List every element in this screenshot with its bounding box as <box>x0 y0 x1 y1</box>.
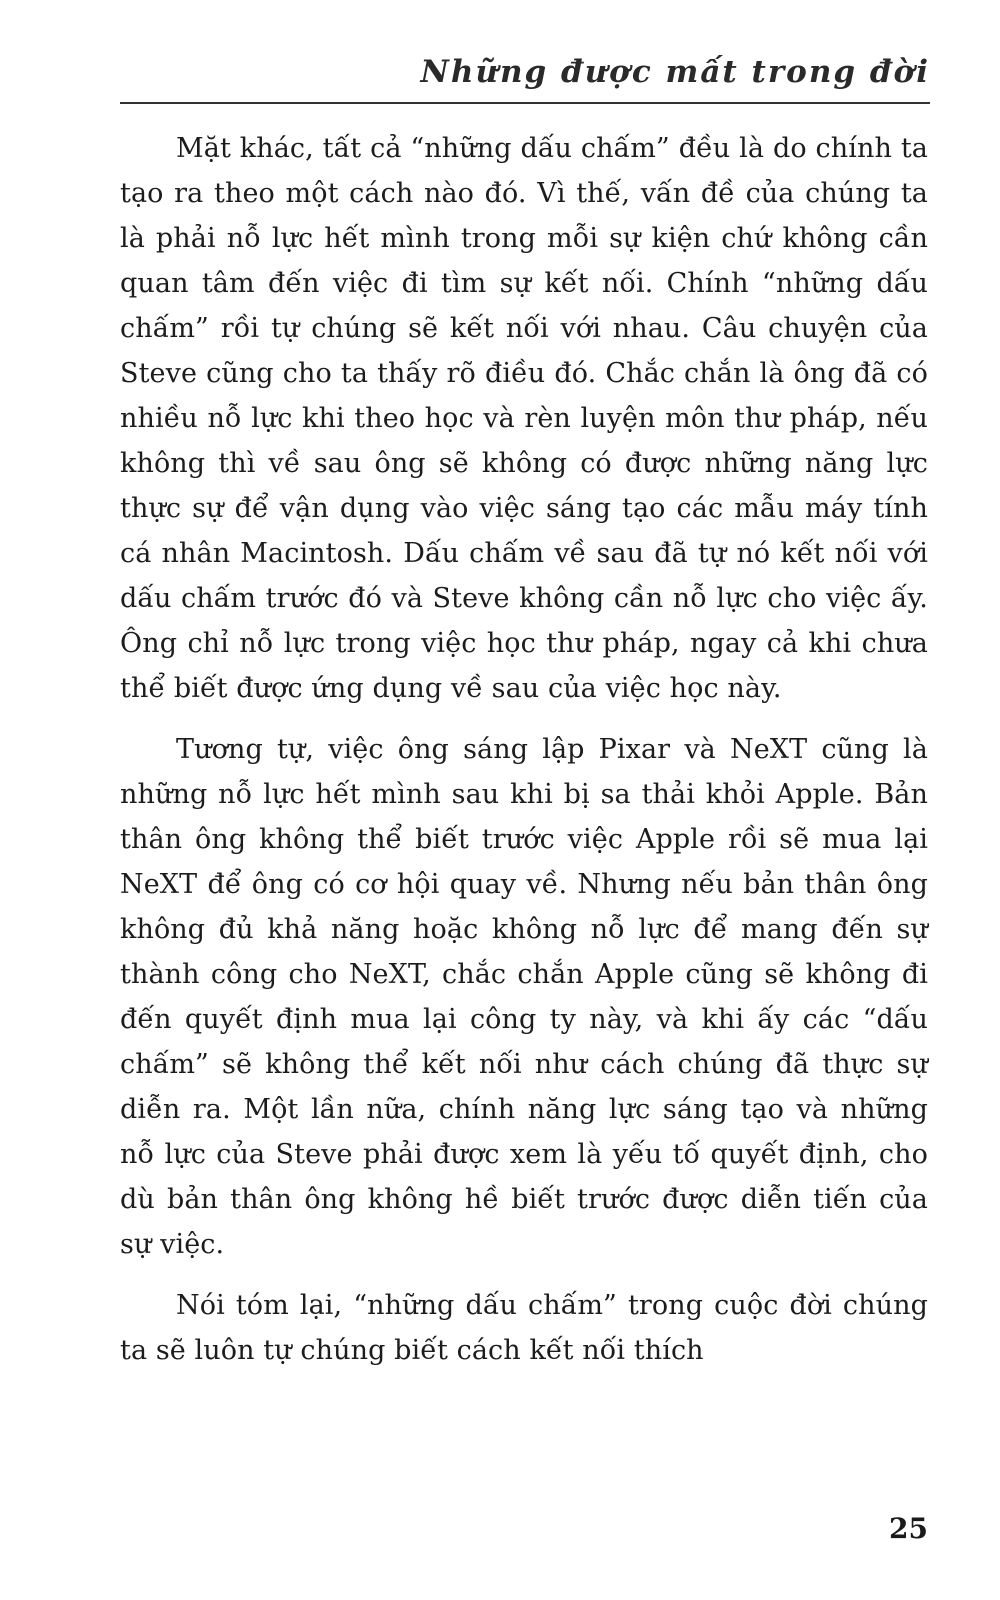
paragraph-3: Nói tóm lại, “những dấu chấm” trong cuộc đời chúng ta sẽ luôn tự chúng biết cách kết nối thích <box>120 1290 928 1366</box>
running-title: Những được mất trong đời <box>420 54 930 90</box>
body-text <box>120 126 928 1389</box>
paragraph-1: Mặt khác, tất cả “những dấu chấm” đều là do chính ta tạo ra theo một cách nào đó. Vì thế, vấn đề của chúng ta là phải nỗ lực hết mình trong mỗi sự kiện chứ không cần quan tâm đến việc đi tìm sự kết nối. Chính “những dấu chấm” rồi tự chúng sẽ kết nối với nhau. Câu chuyện của Steve cũng cho ta thấy rõ điều đó. Chắc chắn là ông đã có nhiều nỗ lực khi theo học và rèn luyện môn thư pháp, nếu không thì về sau ông sẽ không có được những năng lực thực sự để vận dụng vào việc sáng tạo các mẫu máy tính cá nhân Macintosh. Dấu chấm về sau đã tự nó kết nối với dấu chấm trước đó và Steve không cần nỗ lực cho việc ấy. Ông chỉ nỗ lực trong việc học thư pháp, ngay cả khi chưa thể biết được ứng dụng về sau của việc học này. <box>120 133 928 704</box>
paragraph-2: Tương tự, việc ông sáng lập Pixar và NeXT cũng là những nỗ lực hết mình sau khi bị sa thải khỏi Apple. Bản thân ông không thể biết trước việc Apple rồi sẽ mua lại NeXT để ông có cơ hội quay về. Nhưng nếu bản thân ông không đủ khả năng hoặc không nỗ lực để mang đến sự thành công cho NeXT, chắc chắn Apple cũng sẽ không đi đến quyết định mua lại công ty này, và khi ấy các “dấu chấm” sẽ không thể kết nối như cách chúng đã thực sự diễn ra. Một lần nữa, chính năng lực sáng tạo và những nỗ lực của Steve phải được xem là yếu tố quyết định, cho dù bản thân ông không hề biết trước được diễn tiến của sự việc. <box>120 734 928 1260</box>
running-header <box>120 52 930 104</box>
page-number: 25 <box>889 1512 928 1545</box>
